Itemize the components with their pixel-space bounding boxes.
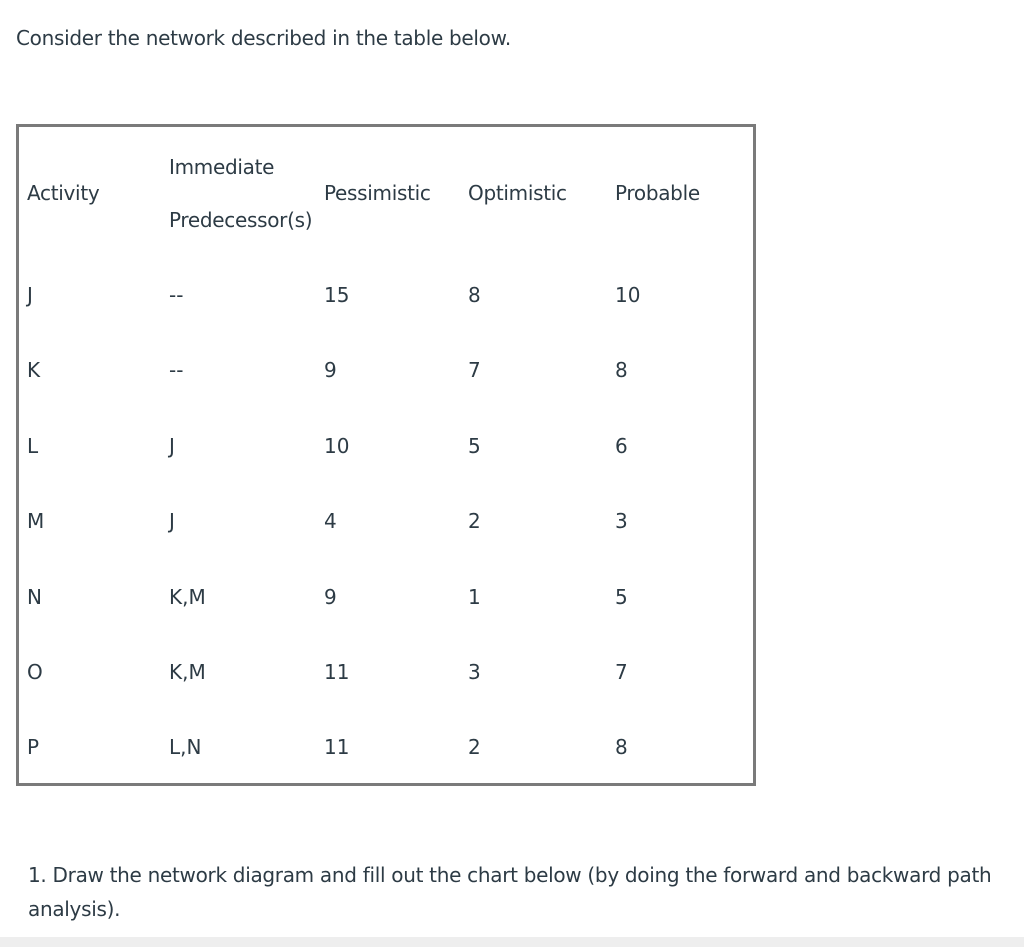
- table-cell-probable: 8: [615, 735, 628, 759]
- question-1: [28, 858, 1008, 926]
- activity-table: [16, 124, 756, 786]
- table-cell-predecessors: --: [169, 283, 184, 307]
- table-cell-pessimistic: 9: [324, 585, 337, 609]
- question-number: 1.: [28, 863, 47, 887]
- table-cell-activity: P: [27, 735, 40, 759]
- table-cell-activity: K: [27, 358, 41, 382]
- table-cell-activity: O: [27, 660, 43, 684]
- table-cell-pessimistic: 11: [324, 735, 350, 759]
- table-cell-pessimistic: 9: [324, 358, 337, 382]
- table-cell-predecessors: L,N: [169, 735, 202, 759]
- table-cell-pessimistic: 11: [324, 660, 350, 684]
- question-text: Draw the network diagram and fill out the chart below (by doing the forward and backward path analysis).: [28, 863, 992, 921]
- table-cell-activity: M: [27, 509, 45, 533]
- header-pessimistic: Pessimistic: [324, 181, 431, 205]
- bottom-divider: [0, 937, 1024, 947]
- table-cell-optimistic: 2: [468, 735, 481, 759]
- table-cell-activity: L: [27, 434, 39, 458]
- table-cell-optimistic: 8: [468, 283, 481, 307]
- table-cell-probable: 6: [615, 434, 628, 458]
- table-cell-optimistic: 3: [468, 660, 481, 684]
- table-cell-probable: 7: [615, 660, 628, 684]
- table-cell-optimistic: 5: [468, 434, 481, 458]
- header-optimistic: Optimistic: [468, 181, 567, 205]
- table-cell-predecessors: K,M: [169, 660, 206, 684]
- table-cell-activity: N: [27, 585, 42, 609]
- header-activity: Activity: [27, 181, 100, 205]
- table-cell-predecessors: --: [169, 358, 184, 382]
- table-cell-predecessors: J: [169, 509, 175, 533]
- intro-text: Consider the network described in the table below.: [16, 26, 511, 50]
- table-cell-probable: 8: [615, 358, 628, 382]
- table-cell-probable: 3: [615, 509, 628, 533]
- table-cell-probable: 10: [615, 283, 641, 307]
- header-predecessor-line2: Predecessor(s): [169, 208, 313, 232]
- header-predecessor-line1: Immediate: [169, 155, 275, 179]
- table-cell-optimistic: 2: [468, 509, 481, 533]
- table-cell-activity: J: [27, 283, 33, 307]
- table-cell-optimistic: 7: [468, 358, 481, 382]
- table-cell-pessimistic: 4: [324, 509, 337, 533]
- table-cell-probable: 5: [615, 585, 628, 609]
- table-cell-predecessors: K,M: [169, 585, 206, 609]
- table-cell-pessimistic: 15: [324, 283, 350, 307]
- table-cell-optimistic: 1: [468, 585, 481, 609]
- table-cell-pessimistic: 10: [324, 434, 350, 458]
- table-cell-predecessors: J: [169, 434, 175, 458]
- header-probable: Probable: [615, 181, 700, 205]
